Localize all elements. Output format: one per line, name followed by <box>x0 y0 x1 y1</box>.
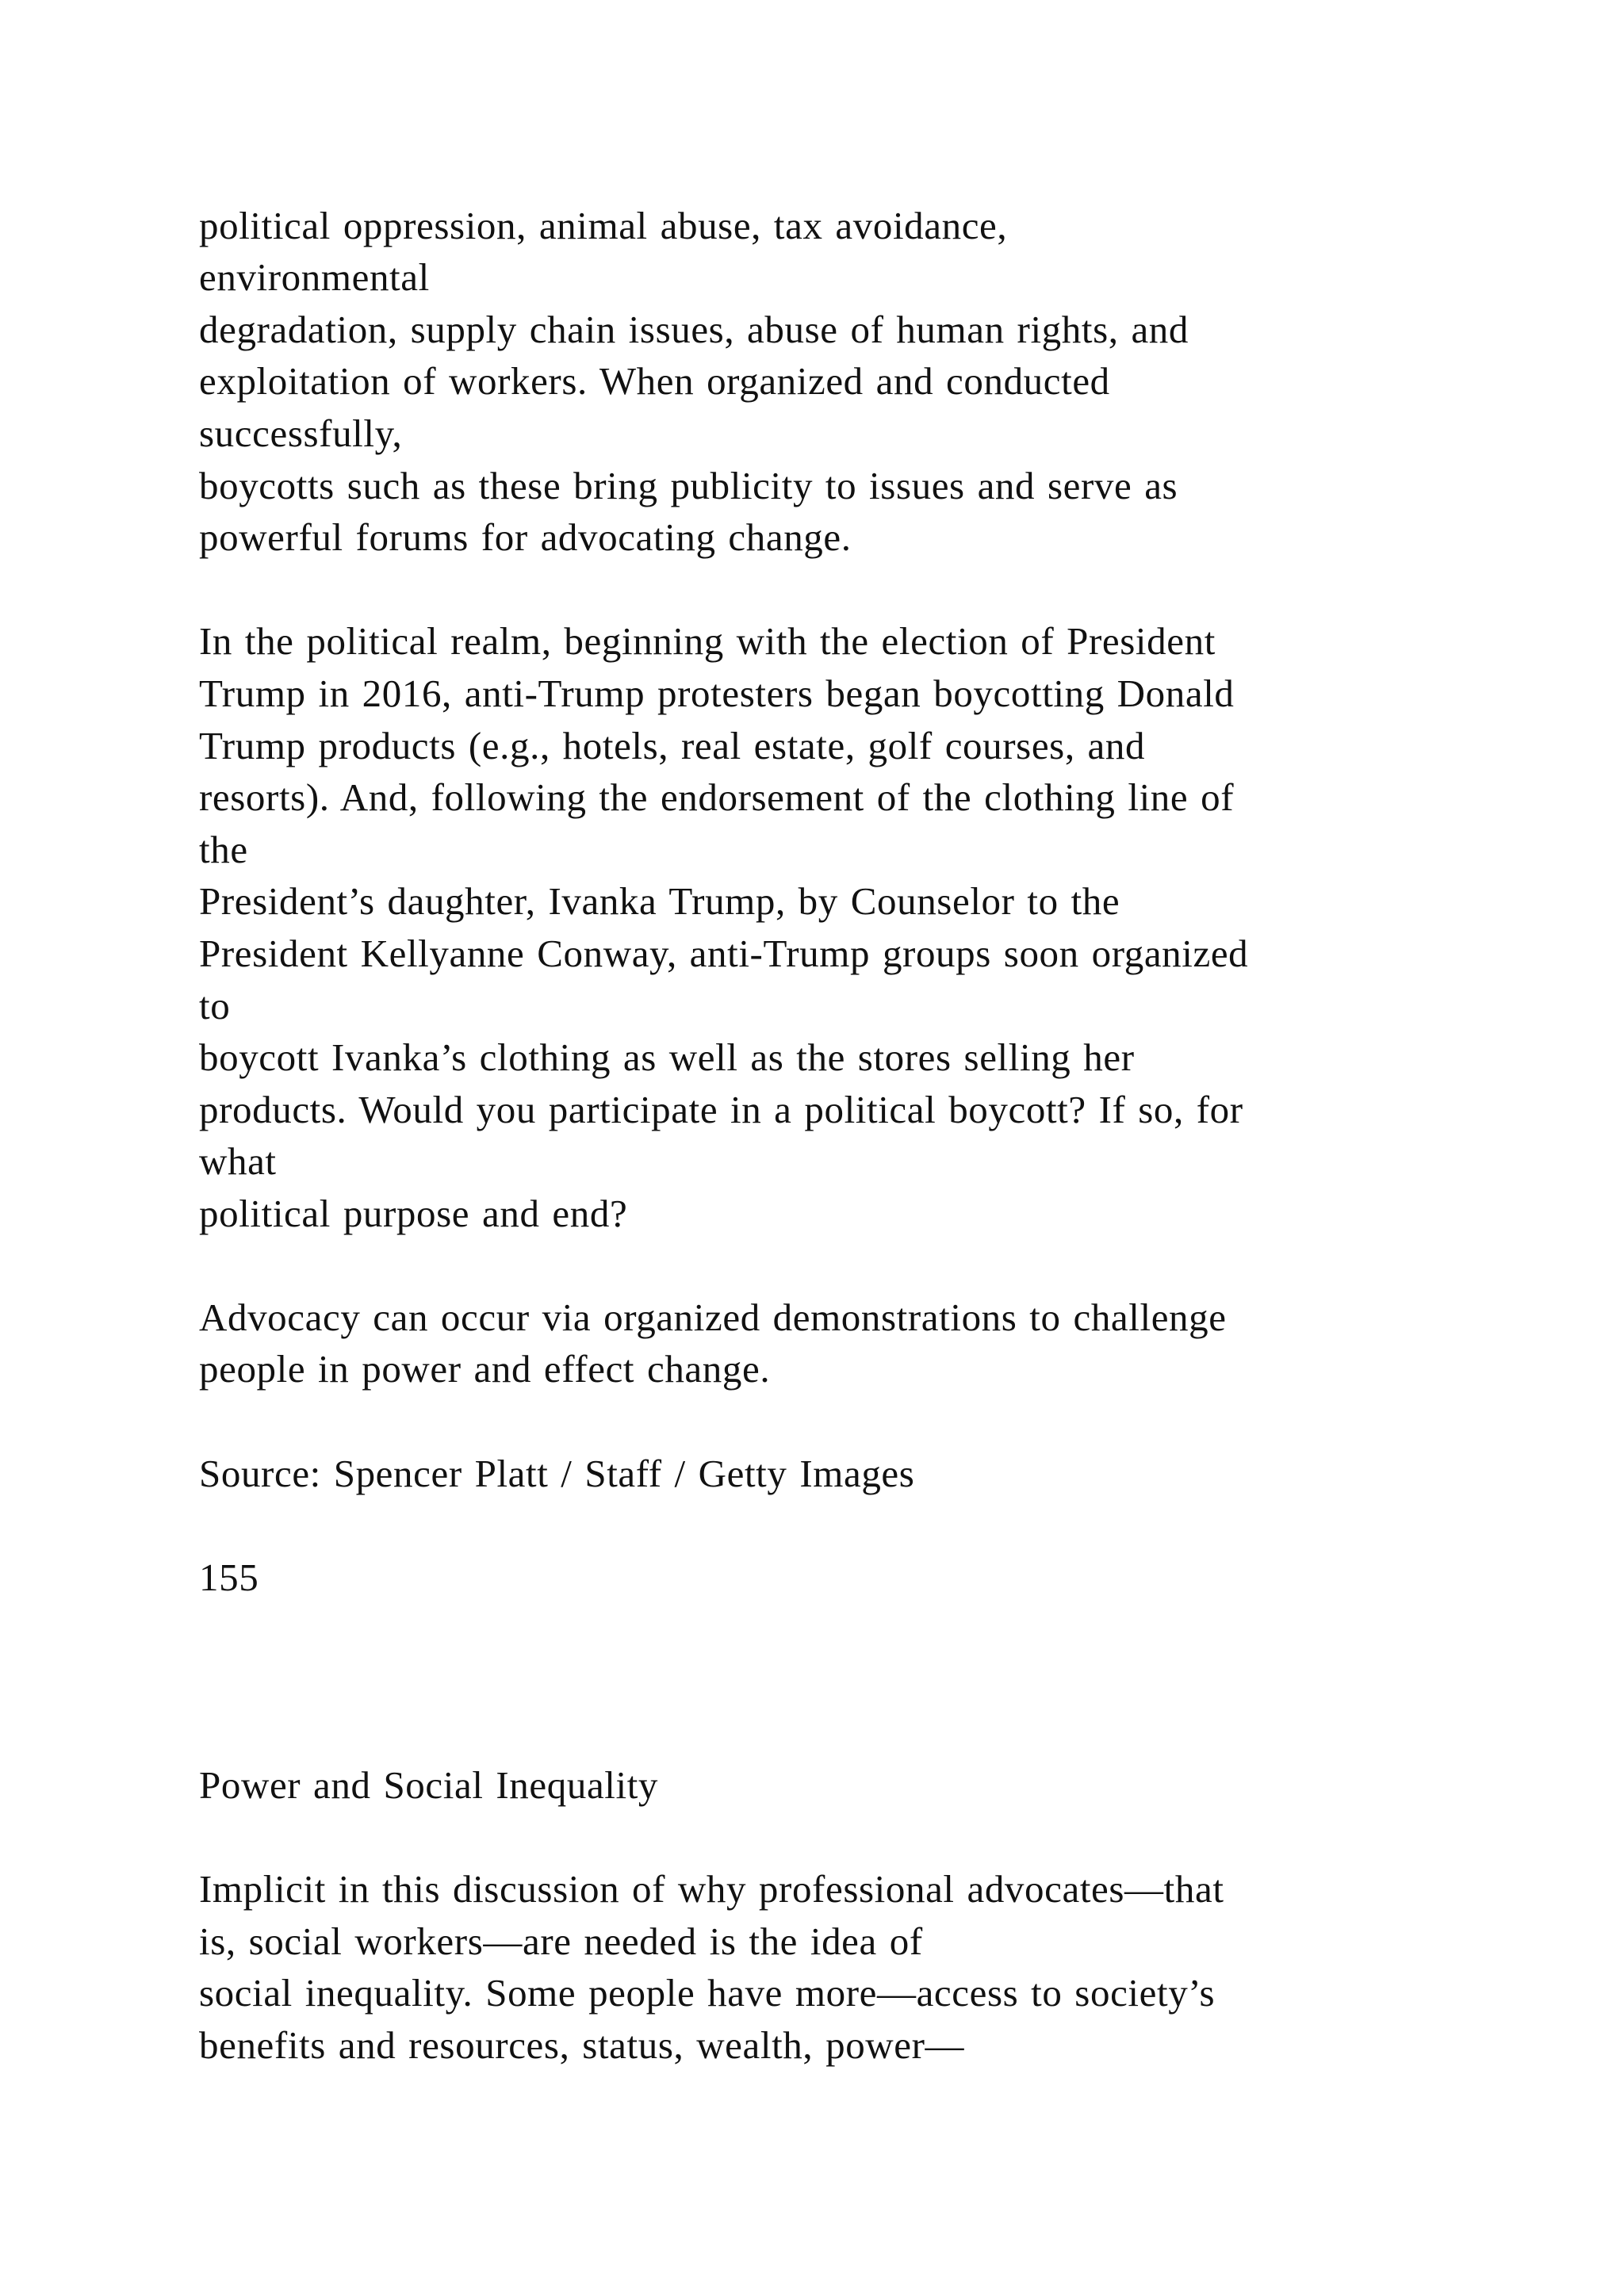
text-line: the <box>199 828 248 871</box>
text-line: political oppression, animal abuse, tax avoidance, <box>199 204 1008 247</box>
text-line: successfully, <box>199 411 403 455</box>
text-line: President’s daughter, Ivanka Trump, by Counselor to the <box>199 879 1120 923</box>
section-heading: Power and Social Inequality <box>199 1763 659 1807</box>
text-line: boycott Ivanka’s clothing as well as the stores selling her <box>199 1035 1135 1079</box>
page-number: 155 <box>199 1556 259 1599</box>
text-line: boycotts such as these bring publicity to issues and serve as <box>199 464 1178 507</box>
text-line: powerful forums for advocating change. <box>199 515 852 559</box>
text-line: Implicit in this discussion of why professional advocates—that <box>199 1867 1224 1911</box>
text-line: products. Would you participate in a political boycott? If so, for <box>199 1088 1243 1131</box>
text-line: social inequality. Some people have more—access to society’s <box>199 1971 1216 2015</box>
text-line: In the political realm, beginning with the election of President <box>199 619 1216 663</box>
text-line: what <box>199 1139 277 1183</box>
text-line: Advocacy can occur via organized demonstrations to challenge <box>199 1295 1227 1339</box>
text-line: resorts). And, following the endorsement of the clothing line of <box>199 775 1235 819</box>
text-line: people in power and effect change. <box>199 1347 771 1391</box>
text-line: Trump in 2016, anti-Trump protesters began boycotting Donald <box>199 672 1235 715</box>
text-line: Trump products (e.g., hotels, real estate, golf courses, and <box>199 724 1146 767</box>
text-line: is, social workers—are needed is the idea of <box>199 1919 923 1963</box>
text-line: benefits and resources, status, wealth, power— <box>199 2023 965 2067</box>
text-line: political purpose and end? <box>199 1192 628 1235</box>
text-line: environmental <box>199 255 430 299</box>
text-line: exploitation of workers. When organized and conducted <box>199 359 1110 403</box>
image-source-credit: Source: Spencer Platt / Staff / Getty Images <box>199 1452 915 1495</box>
text-line: President Kellyanne Conway, anti-Trump groups soon organized <box>199 932 1249 975</box>
text-line: to <box>199 984 231 1027</box>
text-line: degradation, supply chain issues, abuse of human rights, and <box>199 308 1189 351</box>
